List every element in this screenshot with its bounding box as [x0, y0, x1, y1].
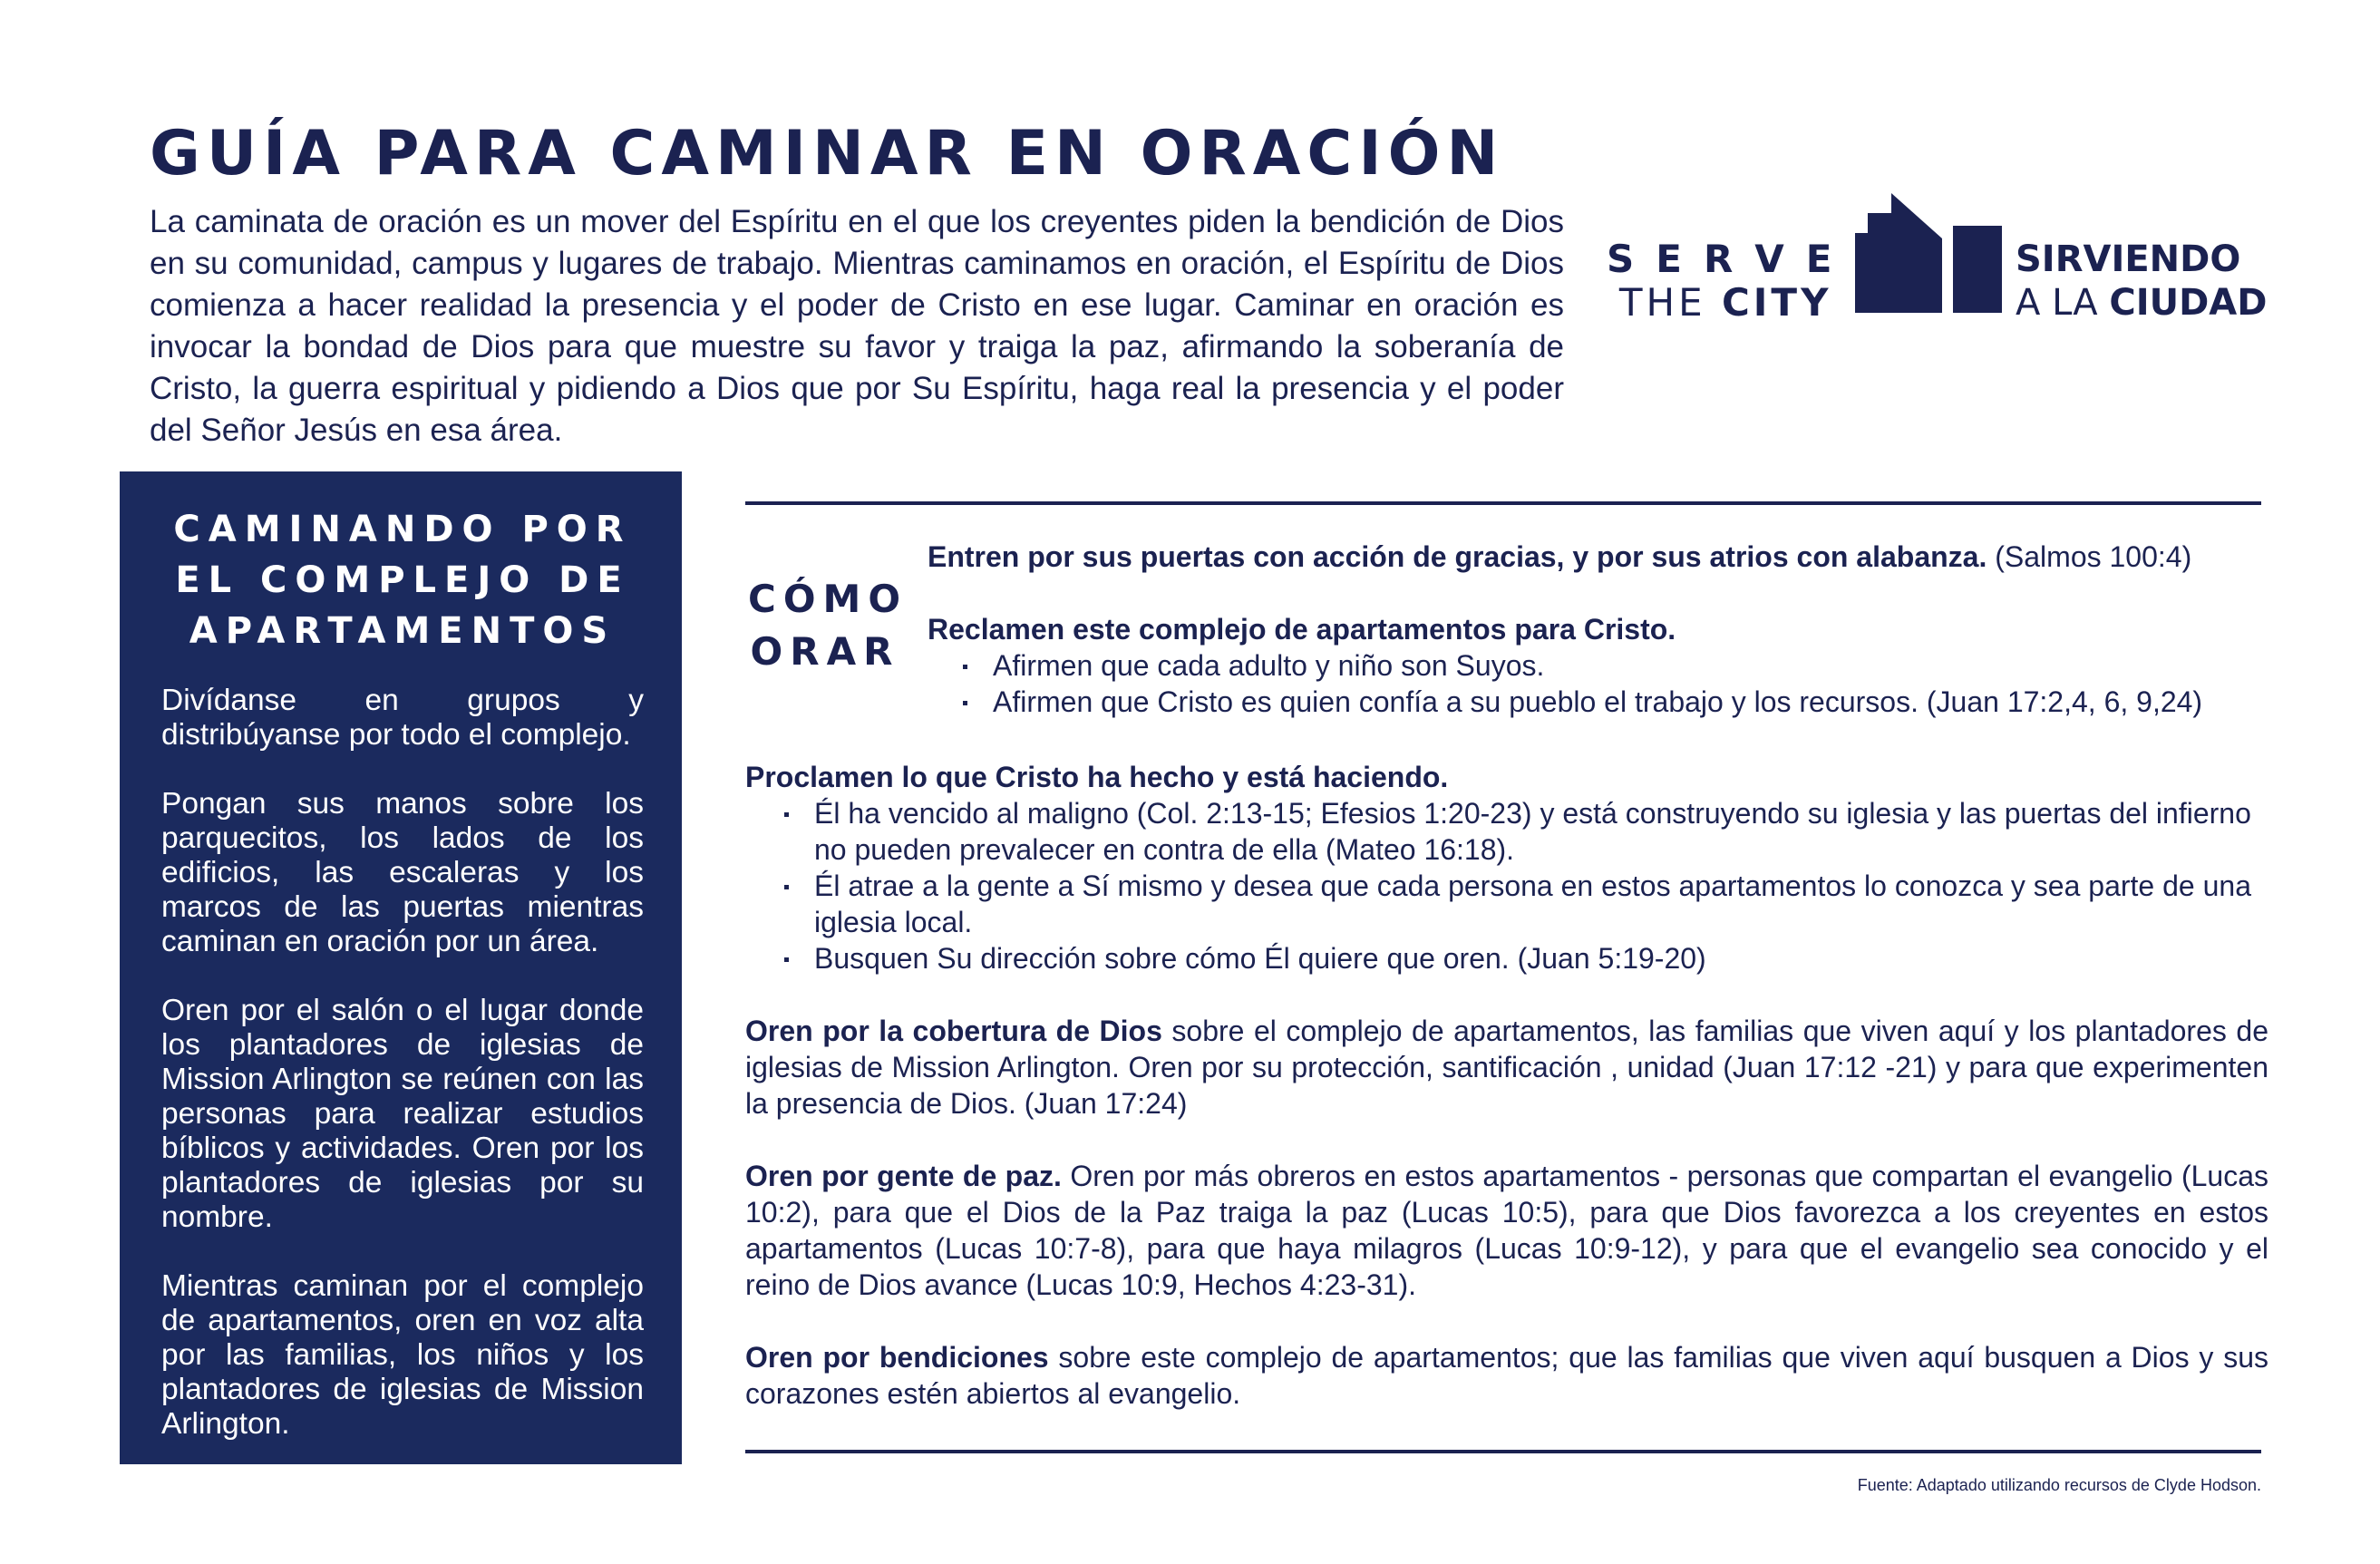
city-skyline-logo-icon — [1855, 193, 2002, 313]
blessings-paragraph: Oren por bendiciones sobre este complejo de apartamentos; que las familias que viven aquí busquen a Dios y sus corazones estén abiertos al evangelio. — [745, 1341, 2269, 1410]
logo-city-text: CITY — [1721, 280, 1832, 325]
enter-gates-instruction: Entren por sus puertas con acción de gracias, y por sus atrios con alabanza. (Salmos 100:4) — [928, 540, 2192, 573]
intro-paragraph: La caminata de oración es un mover del Espíritu en el que los creyentes piden la bendición de Dios en su comunidad, campus y lugares de trabajo. Mientras caminamos en oración, el Espíritu de Dios comienza a hacer realidad la presencia y el poder de Cristo en ese lugar. Caminar en oración es invocar la bondad de Dios para que muestre su favor y traiga la paz, afirmando la soberanía de Cristo, la guerra espiritual y pidiendo a Dios que por Su Espíritu, haga real la presencia y el poder del Señor Jesús en esa área. — [150, 204, 1564, 448]
logo-the-text: THE — [1618, 280, 1722, 325]
list-item: Busquen Su dirección sobre cómo Él quiere que oren. (Juan 5:19-20) — [814, 940, 2268, 976]
proclaim-section — [745, 759, 2268, 976]
sidebar-panel — [120, 471, 682, 1464]
peace-paragraph: Oren por gente de paz. Oren por más obreros en estos apartamentos - personas que compartan el evangelio (Lucas 10:2), para que el Dios de la Paz traiga la paz (Lucas 10:5), para que Dios favorezca a los creyentes en estos apartamentos (Lucas 10:7-8), para que haya milagros (Lucas 10:9-12), y para que el evangelio sea conocido y el reino de Dios avance (Lucas 10:9, Hechos 4:23-31). — [745, 1160, 2269, 1301]
page-title: GUÍA PARA CAMINAR EN ORACIÓN — [150, 118, 1505, 189]
top-divider — [745, 501, 2261, 505]
source-credit: Fuente: Adaptado utilizando recursos de Clyde Hodson. — [1857, 1476, 2261, 1494]
sidebar-title: CAMINANDO POR EL COMPLEJO DE APARTAMENTOS — [173, 509, 632, 652]
list-item: Él atrae a la gente a Sí mismo y desea que cada persona en estos apartamentos lo conozca y sea parte de una iglesia local. — [814, 868, 2268, 940]
logo-sirviendo-a-la-ciudad — [2016, 238, 2267, 325]
logo-a-la-ciudad-text: A LA CIUDAD — [2016, 282, 2268, 324]
sidebar-paragraph: Divídanse en grupos y distribúyanse por todo el complejo. — [161, 684, 644, 752]
como-orar-label: CÓMO ORAR — [748, 577, 908, 674]
logo-sirviendo-text: SIRVIENDO — [2016, 238, 2241, 280]
cover-paragraph: Oren por la cobertura de Dios sobre el complejo de apartamentos, las familias que viven aquí y los plantadores de iglesias de Mission Arlington. Oren por su protección, santificación , unidad (Juan 17:12 -21) y para que experimenten la presencia de Dios. (Juan 17:24) — [745, 1015, 2269, 1120]
logo-serve-the-city — [1607, 237, 1854, 325]
logo-the-city-text — [1607, 281, 1831, 325]
sidebar-paragraph: Pongan sus manos sobre los parquecitos, los lados de los edificios, las escaleras y los marcos de las puertas mientras caminan en oración por un área. — [161, 787, 644, 958]
list-item: Afirmen que cada adulto y niño son Suyos. — [993, 647, 2269, 684]
sidebar-paragraph: Mientras caminan por el complejo de apartamentos, oren en voz alta por las familias, los niños y los plantadores de iglesias de Mission Arlington. — [161, 1269, 644, 1441]
claim-section — [928, 611, 2269, 720]
sidebar-paragraph: Oren por el salón o el lugar donde los plantadores de iglesias de Mission Arlington se reúnen con las personas para realizar estudios bíblicos y actividades. Oren por los plantadores de iglesias por su nombre. — [161, 994, 644, 1234]
claim-heading: Reclamen este complejo de apartamentos para Cristo. — [928, 613, 1676, 646]
list-item: Él ha vencido al maligno (Col. 2:13-15; Efesios 1:20-23) y está construyendo su iglesia y las puertas del infierno no pueden prevalecer en contra de ella (Mateo 16:18). — [814, 795, 2268, 868]
proclaim-heading: Proclamen lo que Cristo ha hecho y está haciendo. — [745, 761, 1449, 793]
bottom-divider — [745, 1450, 2261, 1453]
list-item: Afirmen que Cristo es quien confía a su pueblo el trabajo y los recursos. (Juan 17:2,4, 6, 9,24) — [993, 684, 2269, 720]
logo-serve-text: SERVE — [1607, 237, 1854, 281]
